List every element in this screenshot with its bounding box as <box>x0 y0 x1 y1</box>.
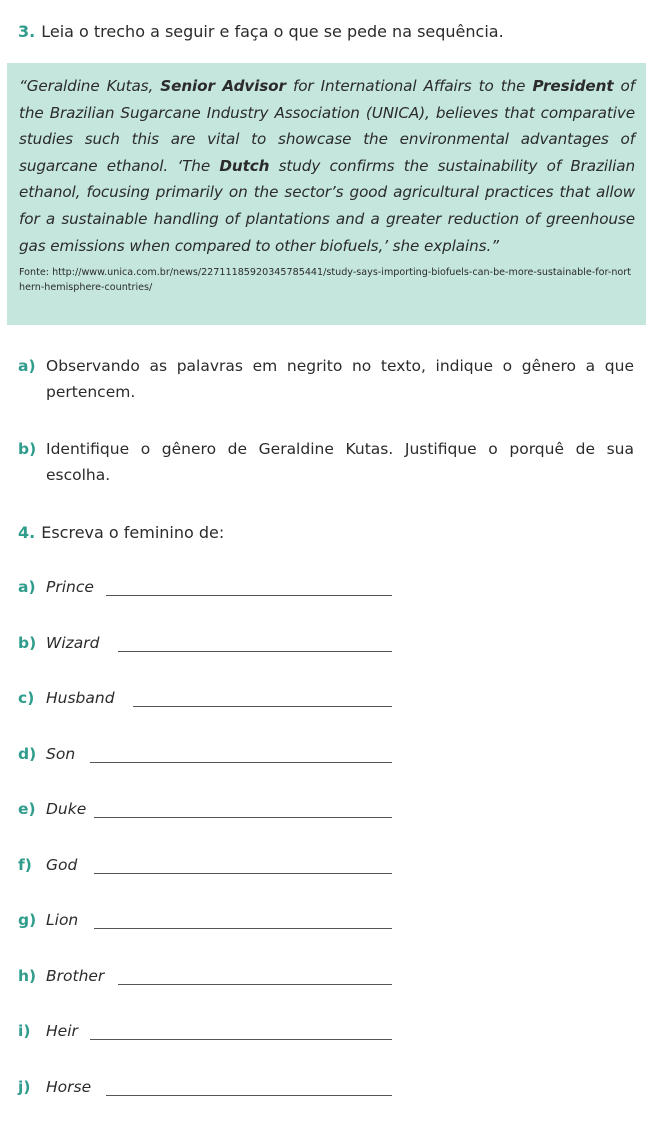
answer-line[interactable] <box>118 651 392 652</box>
answer-line[interactable] <box>118 984 392 985</box>
bold-term-senior-advisor: Senior Advisor <box>160 77 286 95</box>
answer-line[interactable] <box>94 873 392 874</box>
question-number: 4. <box>18 523 36 542</box>
quote-segment: of the Brazilian Sugarcane Industry Association (UNICA), believes that comparative studies such this are vital to showcase the environmental advantages of sugarcane ethanol. ‘The <box>19 77 635 175</box>
item-word: Prince <box>46 578 94 596</box>
item-letter: c) <box>18 689 35 707</box>
bold-term-dutch: Dutch <box>219 156 270 175</box>
item-word: Brother <box>46 967 105 985</box>
item-letter: b) <box>18 440 37 458</box>
fill-item-h <box>18 967 398 989</box>
item-letter: j) <box>18 1078 31 1096</box>
quote-box <box>7 63 646 325</box>
fill-item-a <box>18 578 398 600</box>
question-number: 3. <box>18 22 36 41</box>
item-letter: g) <box>18 911 37 929</box>
quote-segment: “Geraldine Kutas, <box>19 77 161 95</box>
answer-line[interactable] <box>94 928 392 929</box>
fill-item-c <box>18 689 398 711</box>
answer-line[interactable] <box>133 706 392 707</box>
item-letter: e) <box>18 800 36 818</box>
item-word: Horse <box>46 1078 92 1096</box>
fill-item-f <box>18 856 398 878</box>
question-prompt: Escreva o feminino de: <box>41 523 225 542</box>
fill-item-g <box>18 911 398 933</box>
item-text: Identifique o gênero de Geraldine Kutas. Justifique o porquê de sua escolha. <box>46 440 634 484</box>
answer-line[interactable] <box>94 817 392 818</box>
quote-segment: study confirms the sustainability of Brazilian ethanol, focusing primarily on the sector’s good agricultural practices that allow for a sustainable handling of plantations and a greater reduction of greenhouse gas emissions when compared to other biofuels,’ she explains.” <box>19 156 635 255</box>
item-letter: b) <box>18 634 37 652</box>
answer-line[interactable] <box>90 1039 392 1040</box>
item-word: Wizard <box>46 634 100 652</box>
answer-line[interactable] <box>106 595 392 596</box>
item-letter: f) <box>18 856 32 874</box>
item-word: Duke <box>46 800 87 818</box>
item-letter: d) <box>18 745 37 763</box>
item-word: Heir <box>46 1022 78 1040</box>
item-word: Lion <box>46 911 79 929</box>
answer-line[interactable] <box>90 762 392 763</box>
question-4-heading <box>18 523 224 542</box>
source-citation: Fonte: http://www.unica.com.br/news/22711185920345785441/study-says-importing-biofuels-can-be-more-sustainable-for-northern-hemisphere-countries/ <box>19 267 631 294</box>
quote-segment: for International Affairs to the <box>285 77 533 95</box>
item-letter: a) <box>18 578 36 596</box>
item-letter: a) <box>18 357 36 375</box>
fill-item-b <box>18 634 398 656</box>
question-3-heading <box>18 22 504 41</box>
fill-item-i <box>18 1022 398 1044</box>
item-letter: h) <box>18 967 37 985</box>
quote-text <box>19 73 635 259</box>
question-prompt: Leia o trecho a seguir e faça o que se pede na sequência. <box>41 22 504 41</box>
fill-item-d <box>18 745 398 767</box>
answer-line[interactable] <box>106 1095 392 1096</box>
question-3b <box>18 436 634 488</box>
item-word: Husband <box>46 689 115 707</box>
question-3a <box>18 353 634 405</box>
item-text: Observando as palavras em negrito no texto, indique o gênero a que pertencem. <box>46 357 634 401</box>
item-word: God <box>46 856 78 874</box>
fill-item-e <box>18 800 398 822</box>
item-letter: i) <box>18 1022 31 1040</box>
fill-item-j <box>18 1078 398 1100</box>
item-word: Son <box>46 745 76 763</box>
bold-term-president: President <box>532 77 614 95</box>
